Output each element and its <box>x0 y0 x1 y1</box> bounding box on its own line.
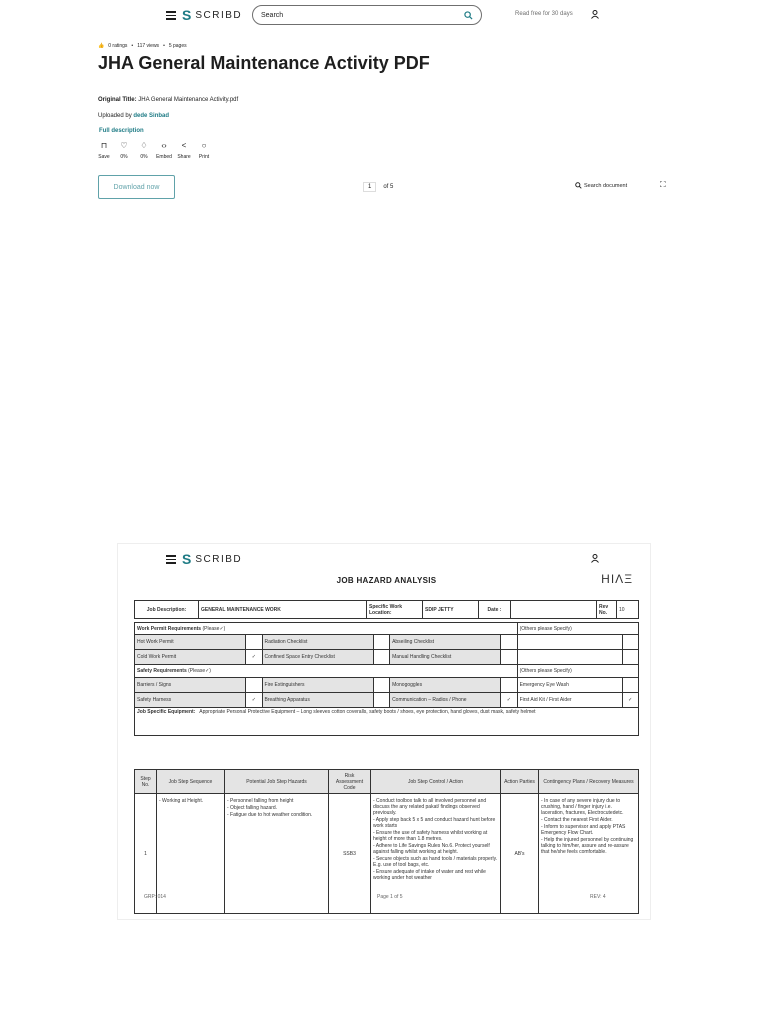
permit-item: Radiation Checklist <box>262 635 373 650</box>
search-input[interactable] <box>252 5 482 25</box>
embed-label: Embed <box>156 154 172 160</box>
ratings-count: 0 ratings <box>108 43 128 49</box>
job-steps-table <box>134 769 639 914</box>
risk-code: SSB3 <box>329 794 371 914</box>
safety-tick: ✓ <box>501 693 517 708</box>
search-icon <box>575 182 582 189</box>
permit-item: Hot Work Permit <box>135 635 246 650</box>
permit-other-tick <box>622 635 639 650</box>
safety-item: Communication – Radios / Phone <box>390 693 501 708</box>
hazard-item: - Object falling hazard. <box>227 805 278 811</box>
search-document-input[interactable] <box>575 182 655 189</box>
doc-footer-code: GRP: 014 <box>144 894 166 900</box>
company-logo: ΗΙΛΞ <box>601 572 633 586</box>
viewer-menu-icon[interactable] <box>166 555 176 563</box>
contingency-item: - Help the injured personnel by continuing talking to him/her, assure and re-assure that he/she feels comfortable. <box>541 837 634 855</box>
action-parties: AB's <box>501 794 539 914</box>
scribd-logo-icon: S <box>182 7 192 23</box>
permit-other <box>517 635 622 650</box>
document-page <box>134 572 639 917</box>
permit-tick <box>373 635 389 650</box>
job-description-value: GENERAL MAINTENANCE WORK <box>199 601 367 619</box>
viewer-user-icon[interactable] <box>591 554 599 563</box>
thumbs-down-icon: ♢ <box>140 141 148 150</box>
permit-item: Cold Work Permit <box>135 650 246 665</box>
print-button[interactable] <box>197 142 211 160</box>
share-label: Share <box>177 154 191 160</box>
work-permit-header <box>135 623 518 635</box>
control-item: - Conduct toolbox talk to all involved personnel and discuss the any related pakat/ findings observed previously. <box>373 798 487 816</box>
control-item: - Ensure the use of safety harness whilst working at height of more than 1.8 metres. <box>373 830 488 842</box>
rev-value: 10 <box>617 601 639 619</box>
job-description-label: Job Description: <box>135 601 199 619</box>
step-number: 1 <box>135 794 157 914</box>
scribd-logo[interactable] <box>182 8 242 22</box>
date-label: Date : <box>479 601 511 619</box>
original-title-value: JHA General Maintenance Activity.pdf <box>138 97 239 103</box>
control-item: - Apply step back 5 x 5 and conduct hazard hunt before work starts <box>373 817 496 829</box>
column-header: Action Parties <box>501 770 539 794</box>
permit-tick <box>373 650 389 665</box>
safety-tick: ✓ <box>622 693 639 708</box>
like-button[interactable] <box>117 142 131 160</box>
permit-item: Abseiling Checklist <box>390 635 501 650</box>
uploader-link[interactable]: dede Sinbad <box>133 113 170 119</box>
fullscreen-icon[interactable]: ⛶ <box>660 180 666 189</box>
menu-icon[interactable] <box>166 11 176 19</box>
equipment-label: Job Specific Equipment: <box>137 709 196 715</box>
safety-item: Barriers / Signs <box>135 678 246 693</box>
please-tick: (Please✓) <box>188 668 211 674</box>
safety-label: Safety Requirements <box>137 668 187 674</box>
column-header: Potential Job Step Hazards <box>225 770 329 794</box>
safety-header <box>135 665 518 678</box>
separator: • <box>131 43 134 49</box>
permit-tick <box>501 650 517 665</box>
work-location-value: SDIP JETTY <box>423 601 479 619</box>
download-button[interactable]: Download now <box>98 175 175 199</box>
dislike-label: 0% <box>140 154 148 160</box>
like-label: 0% <box>120 154 128 160</box>
page-total: of 5 <box>383 184 394 190</box>
read-free-link[interactable]: Read free for 30 days <box>515 11 573 17</box>
step-sequence: - Working at Height. <box>157 794 225 914</box>
logo-text: SCRIBD <box>195 9 243 21</box>
document-viewer <box>117 543 651 920</box>
code-icon: ‹› <box>161 141 167 150</box>
permit-item: Manual Handling Checklist <box>390 650 501 665</box>
page-title: JHA General Maintenance Activity PDF <box>98 53 430 73</box>
safety-tick <box>373 693 389 708</box>
doc-meta <box>98 43 187 49</box>
full-description-link[interactable]: Full description <box>99 128 144 134</box>
column-header: Step No. <box>135 770 157 794</box>
share-button[interactable] <box>177 142 191 160</box>
action-bar <box>97 142 211 160</box>
column-header: Contingency Plans / Recovery Measures <box>539 770 639 794</box>
safety-item: Monogoggles <box>390 678 501 693</box>
control-item: - Secure objects such as hand tools / materials properly. E.g. use of tool bags, etc. <box>373 856 498 868</box>
uploaded-by-label: Uploaded by <box>98 113 132 119</box>
safety-tick <box>246 678 262 693</box>
page-number-input[interactable]: 1 <box>363 182 376 192</box>
safety-tick <box>622 678 639 693</box>
viewer-logo-text: SCRIBD <box>195 553 243 565</box>
permit-other <box>517 650 622 665</box>
column-header: Job Step Sequence <box>157 770 225 794</box>
pages-count: 5 pages <box>168 43 187 49</box>
job-info-table <box>134 600 639 619</box>
equipment-row <box>135 708 639 736</box>
work-location-label: Specific Work Location: <box>367 601 423 619</box>
views-count: 117 views <box>137 43 160 49</box>
contingency-item: - Inform to supervisor and apply PTAS Emergency Flow Chart. <box>541 824 626 836</box>
rev-label: Rev No. <box>597 601 617 619</box>
uploaded-by <box>98 113 169 119</box>
contingency-item: - In case of any severe injury due to crushing, hand / finger injury i.e. laceration, fractures, Electrocutedetc. <box>541 798 624 816</box>
others-specify: (Others please Specify) <box>517 623 638 635</box>
page-navigator <box>363 182 393 192</box>
safety-tick <box>501 678 517 693</box>
permit-tick: ✓ <box>246 650 262 665</box>
safety-item: Safety Harness <box>135 693 246 708</box>
date-value <box>511 601 597 619</box>
permit-other-tick <box>622 650 639 665</box>
permit-tick <box>246 635 262 650</box>
doc-footer-rev: REV: 4 <box>590 894 606 900</box>
search-placeholder: Search <box>261 11 284 19</box>
safety-item: First Aid Kit / First Aider <box>517 693 622 708</box>
safety-item: Emergency Eye Wash <box>517 678 622 693</box>
work-permit-label: Work Permit Requirements <box>137 625 202 632</box>
save-button[interactable] <box>97 142 111 160</box>
share-icon: < <box>181 141 187 150</box>
column-header: Job Step Control / Action <box>371 770 501 794</box>
doc-heading: JOB HAZARD ANALYSIS <box>336 576 437 585</box>
contingency-plans <box>539 794 639 914</box>
viewer-scribd-logo[interactable] <box>182 552 242 566</box>
safety-item: Breathing Apparatus <box>262 693 373 708</box>
separator: • <box>163 43 165 49</box>
hazard-item: - Fatigue due to hot weather condition. <box>227 812 313 818</box>
search-icon[interactable] <box>464 11 473 20</box>
please-tick: (Please✓) <box>202 625 226 632</box>
original-title-label: Original Title: <box>98 97 137 103</box>
original-title <box>98 97 238 103</box>
safety-item: Fire Extinguishers <box>262 678 373 693</box>
print-icon: ○ <box>201 141 207 150</box>
thumbs-up-icon: ♡ <box>120 141 128 150</box>
column-header: Risk Assessment Code <box>329 770 371 794</box>
permit-tick <box>501 635 517 650</box>
contingency-item: - Contact the nearest First Aider. <box>541 817 613 823</box>
dislike-button[interactable] <box>137 142 151 160</box>
others-specify: (Others please Specify) <box>517 665 638 678</box>
doc-footer-page: Page 1 of 5 <box>377 894 403 900</box>
safety-tick <box>373 678 389 693</box>
step-hazards <box>225 794 329 914</box>
thumbs-up-icon: 👍 <box>98 43 105 49</box>
save-label: Save <box>98 154 110 160</box>
equipment-value: Appropriate Personal Protective Equipment – Long sleeves cotton coveralls, safety boots / shoes, eye protection, hand gloves, dust mask, safety helmet <box>199 709 536 715</box>
safety-tick: ✓ <box>246 693 262 708</box>
search-document-placeholder: Search document <box>584 182 628 189</box>
print-label: Print <box>198 154 210 160</box>
permit-item: Confined Space Entry Checklist <box>262 650 373 665</box>
embed-button[interactable] <box>157 142 171 160</box>
bookmark-icon: ⊓ <box>100 141 108 150</box>
control-item: - Adhere to Life Savings Rules No.6. Protect yourself against falling whilst working at height. <box>373 843 490 855</box>
requirements-table <box>134 622 639 736</box>
user-icon[interactable] <box>591 10 599 19</box>
hazard-item: - Personnel falling from height <box>227 798 294 804</box>
control-item: - Ensure adequate of intake of water and rest while working under hot weather <box>373 869 486 881</box>
scribd-logo-icon: S <box>182 551 192 567</box>
